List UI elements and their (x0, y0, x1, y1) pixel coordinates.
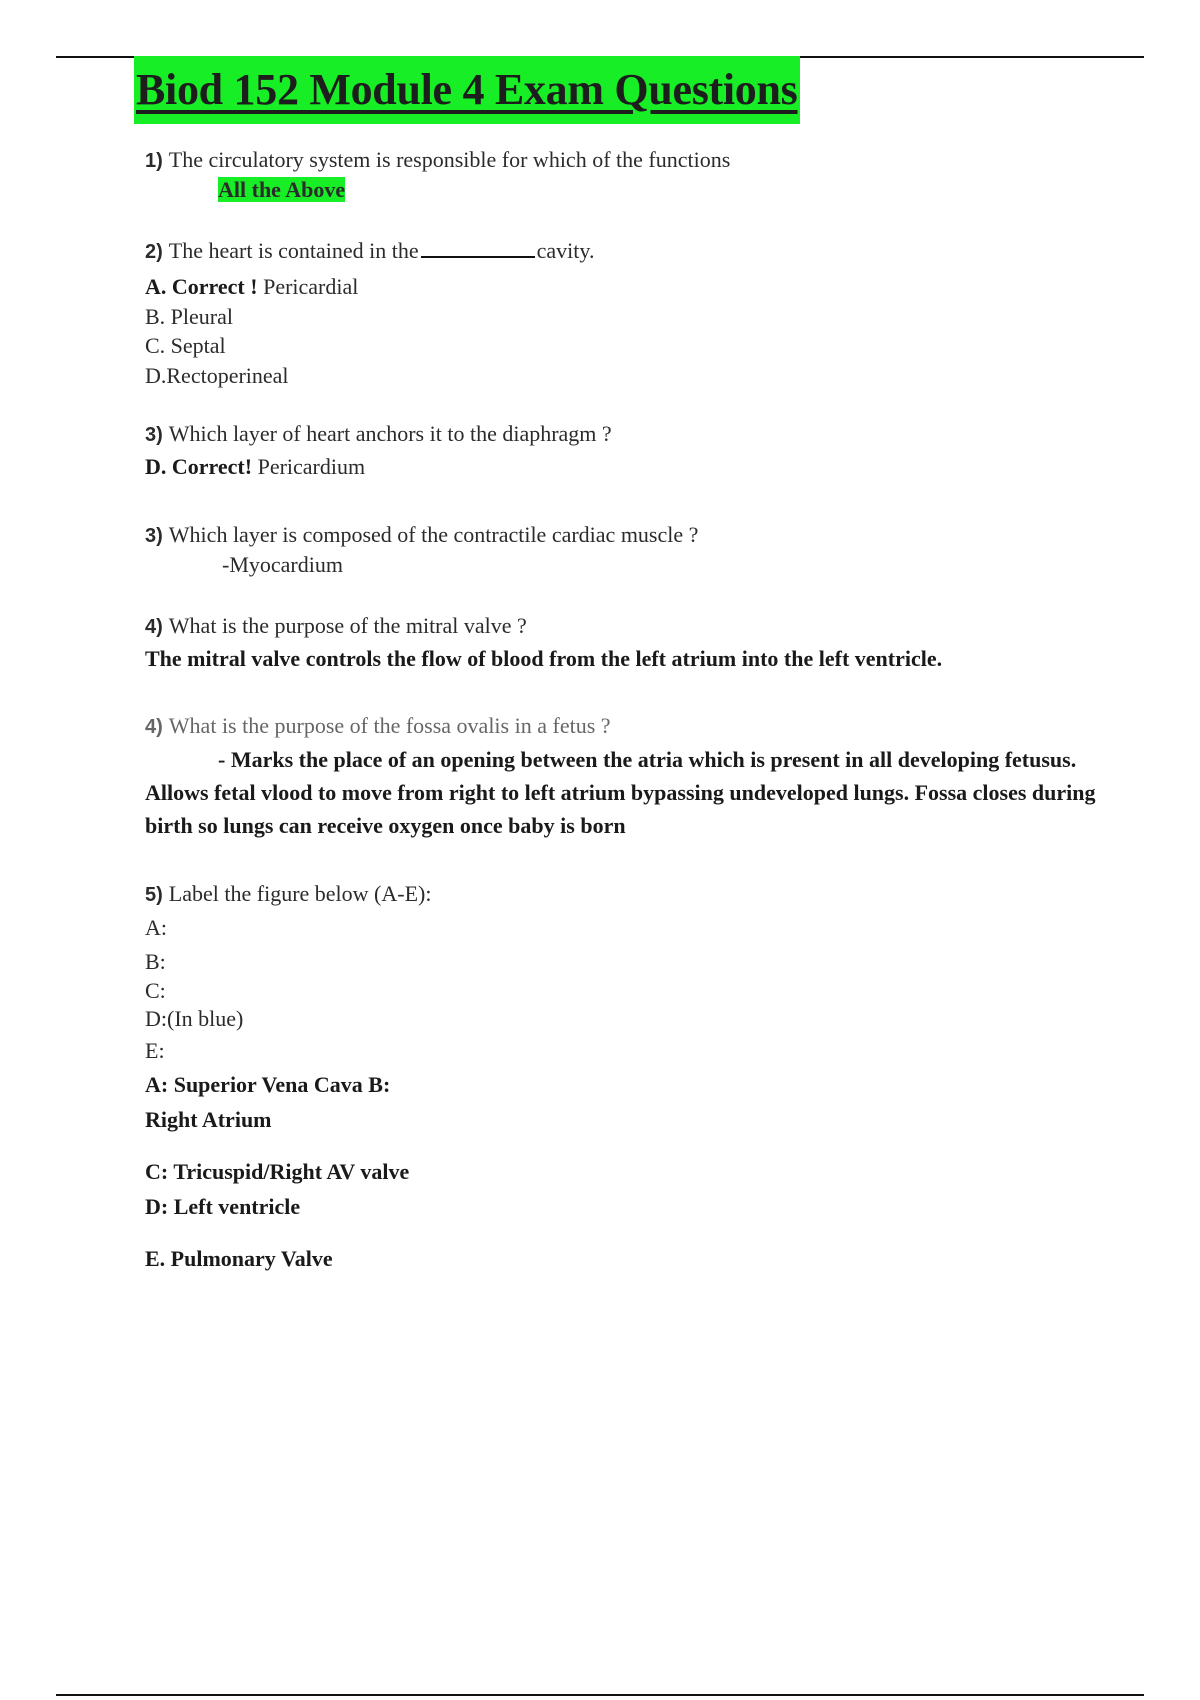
question-3b-answer: -Myocardium (222, 552, 343, 577)
question-1-answer (218, 176, 345, 204)
question-number: 2) (145, 241, 163, 263)
figure-label-a: A: (145, 915, 167, 940)
question-text-after: cavity. (536, 238, 595, 263)
figure-answer-5: E. Pulmonary Valve (145, 1246, 333, 1271)
figure-answer-4: D: Left ventricle (145, 1194, 301, 1219)
correct-label: A. Correct ! (145, 274, 258, 299)
question-text: Which layer of heart anchors it to the diaphragm ? (168, 421, 612, 446)
question-3a (145, 420, 612, 449)
figure-label-c: C: (145, 978, 166, 1003)
question-text: Label the figure below (A-E): (168, 881, 432, 906)
question-4a (145, 612, 527, 641)
question-text: Which layer is composed of the contractile cardiac muscle ? (168, 522, 699, 547)
question-3a-answer (145, 453, 365, 481)
correct-label: D. Correct! (145, 454, 253, 479)
question-text-before: The heart is contained in the (168, 238, 419, 263)
question-4b (145, 712, 611, 741)
question-text: What is the purpose of the fossa ovalis in a fetus ? (168, 713, 611, 738)
question-number: 3) (145, 424, 163, 446)
question-number: 4) (145, 716, 163, 738)
figure-label-b: B: (145, 949, 166, 974)
document-title: Biod 152 Module 4 Exam Questions (134, 56, 800, 124)
option-d: D.Rectoperineal (145, 363, 289, 388)
answer-blank (421, 238, 535, 258)
figure-answer-3: C: Tricuspid/Right AV valve (145, 1159, 410, 1184)
question-4b-answer-line-2: Allows fetal vlood to move from right to left atrium bypassing undeveloped lungs. Fossa closes during (145, 780, 1096, 805)
question-4b-answer-line-3: birth so lungs can receive oxygen once baby is born (145, 813, 626, 838)
question-5 (145, 880, 431, 909)
figure-answer-2: Right Atrium (145, 1107, 272, 1132)
figure-answer-1: A: Superior Vena Cava B: (145, 1072, 391, 1097)
question-2 (145, 237, 594, 266)
question-1 (145, 146, 730, 175)
bottom-rule (56, 1694, 1144, 1696)
answer-text: Pericardium (257, 454, 366, 479)
question-4a-answer: The mitral valve controls the flow of blood from the left atrium into the left ventricle. (145, 646, 943, 671)
option-b: B. Pleural (145, 304, 233, 329)
question-number: 3) (145, 525, 163, 547)
option-c: C. Septal (145, 333, 226, 358)
figure-label-e: E: (145, 1038, 165, 1063)
question-number: 5) (145, 884, 163, 906)
question-text: What is the purpose of the mitral valve ? (168, 613, 527, 638)
question-text: The circulatory system is responsible for which of the functions (168, 147, 731, 172)
highlighted-answer: All the Above (218, 177, 346, 202)
option-text: Pericardial (263, 274, 359, 299)
figure-label-d: D:(In blue) (145, 1006, 244, 1031)
question-number: 1) (145, 150, 163, 172)
option-a (145, 273, 358, 301)
question-number: 4) (145, 616, 163, 638)
question-3b (145, 521, 698, 550)
question-4b-answer-line-1: - Marks the place of an opening between the atria which is present in all developing fetusus. (218, 747, 1077, 772)
